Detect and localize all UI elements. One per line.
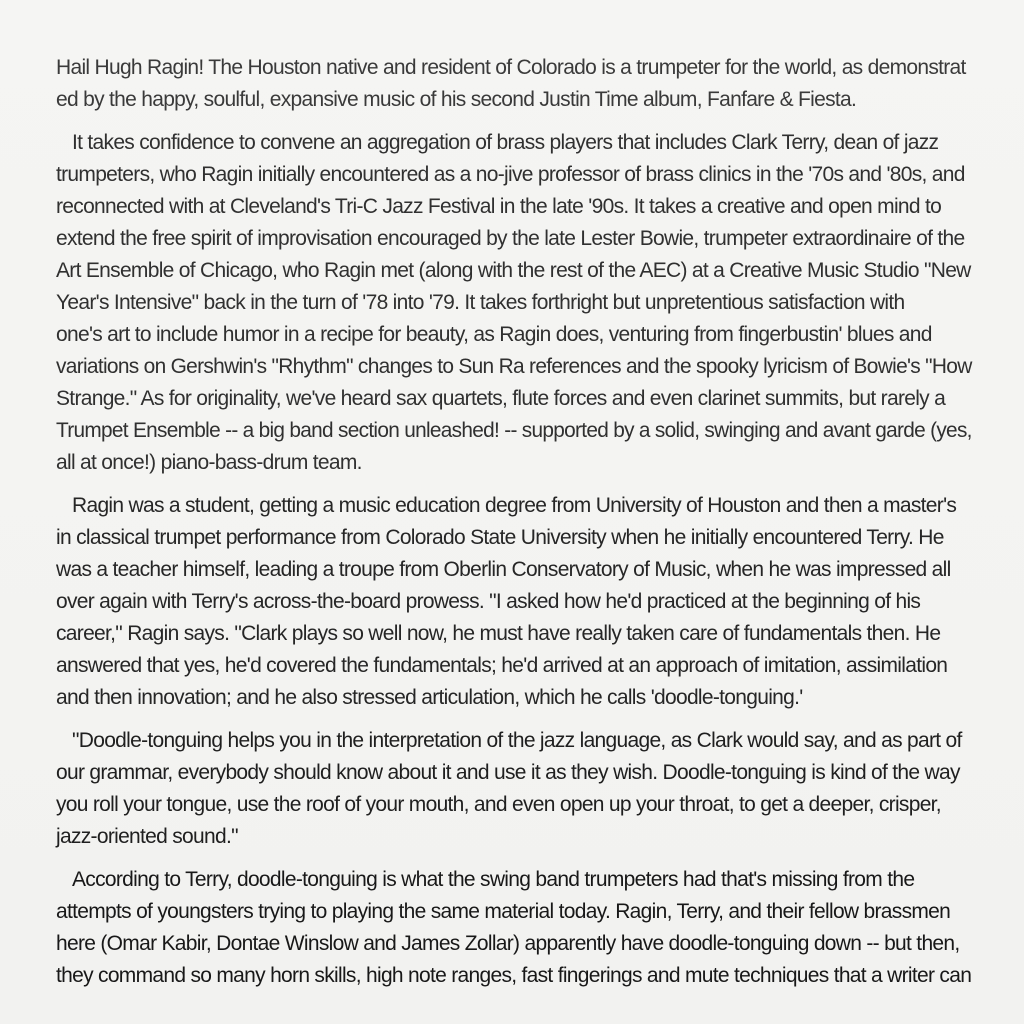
paragraph-intro	[56, 52, 976, 116]
paragraph-according-terry	[56, 864, 976, 992]
text-line: over again with Terry's across-the-board prowess. "I asked how he'd practiced at the beginning of his	[56, 590, 921, 613]
text-line: one's art to include humor in a recipe for beauty, as Ragin does, venturing from fingerbustin' blues and	[56, 323, 932, 346]
paragraph-student	[56, 490, 976, 714]
text-line: attempts of youngsters trying to playing the same material today. Ragin, Terry, and their fellow brassmen	[56, 900, 951, 923]
text-line: jazz-oriented sound."	[56, 825, 238, 848]
text-line: It takes confidence to convene an aggregation of brass players that includes Clark Terry, dean of jazz	[72, 131, 939, 154]
article-body	[56, 52, 976, 1003]
text-line: here (Omar Kabir, Dontae Winslow and James Zollar) apparently have doodle-tonguing down -- but then,	[56, 932, 960, 955]
paragraph-confidence	[56, 127, 976, 479]
text-line: answered that yes, he'd covered the fundamentals; he'd arrived at an approach of imitation, assimilation	[56, 654, 948, 677]
text-line: Hail Hugh Ragin! The Houston native and resident of Colorado is a trumpeter for the world, as demonstrat	[56, 56, 966, 79]
text-line: in classical trumpet performance from Colorado State University when he initially encountered Terry. He	[56, 526, 944, 549]
text-line: variations on Gershwin's "Rhythm" changes to Sun Ra references and the spooky lyricism of Bowie's "How	[56, 355, 972, 378]
text-line: Strange." As for originality, we've heard sax quartets, flute forces and even clarinet summits, but rarely a	[56, 387, 946, 410]
text-line: all at once!) piano-bass-drum team.	[56, 451, 362, 474]
text-line: our grammar, everybody should know about it and use it as they wish. Doodle-tonguing is kind of the way	[56, 761, 960, 784]
text-line: they command so many horn skills, high note ranges, fast fingerings and mute techniques that a writer can	[56, 964, 972, 987]
text-line: extend the free spirit of improvisation encouraged by the late Lester Bowie, trumpeter extraordinaire of the	[56, 227, 965, 250]
text-line: "Doodle-tonguing helps you in the interpretation of the jazz language, as Clark would say, and as part of	[72, 729, 962, 752]
text-line: and then innovation; and he also stressed articulation, which he calls 'doodle-tonguing.'	[56, 686, 803, 709]
text-line: reconnected with at Cleveland's Tri-C Jazz Festival in the late '90s. It takes a creative and open mind to	[56, 195, 942, 218]
text-line: According to Terry, doodle-tonguing is what the swing band trumpeters had that's missing from the	[72, 868, 915, 891]
paragraph-doodle-quote	[56, 725, 976, 853]
text-line: you roll your tongue, use the roof of your mouth, and even open up your throat, to get a deeper, crisper,	[56, 793, 941, 816]
text-line: was a teacher himself, leading a troupe from Oberlin Conservatory of Music, when he was impressed all	[56, 558, 951, 581]
text-line: Ragin was a student, getting a music education degree from University of Houston and then a master's	[72, 494, 957, 517]
text-line: trumpeters, who Ragin initially encountered as a no-jive professor of brass clinics in the '70s and '80s, and	[56, 163, 965, 186]
text-line: Trumpet Ensemble -- a big band section unleashed! -- supported by a solid, swinging and avant garde (yes,	[56, 419, 972, 442]
text-line: ed by the happy, soulful, expansive music of his second Justin Time album, Fanfare & Fiesta.	[56, 88, 857, 111]
text-line: Year's Intensive" back in the turn of '78 into '79. It takes forthright but unpretentious satisfaction with	[56, 291, 905, 314]
text-line: career," Ragin says. "Clark plays so well now, he must have really taken care of fundamentals then. He	[56, 622, 941, 645]
text-line: Art Ensemble of Chicago, who Ragin met (along with the rest of the AEC) at a Creative Music Studio "New	[56, 259, 971, 282]
